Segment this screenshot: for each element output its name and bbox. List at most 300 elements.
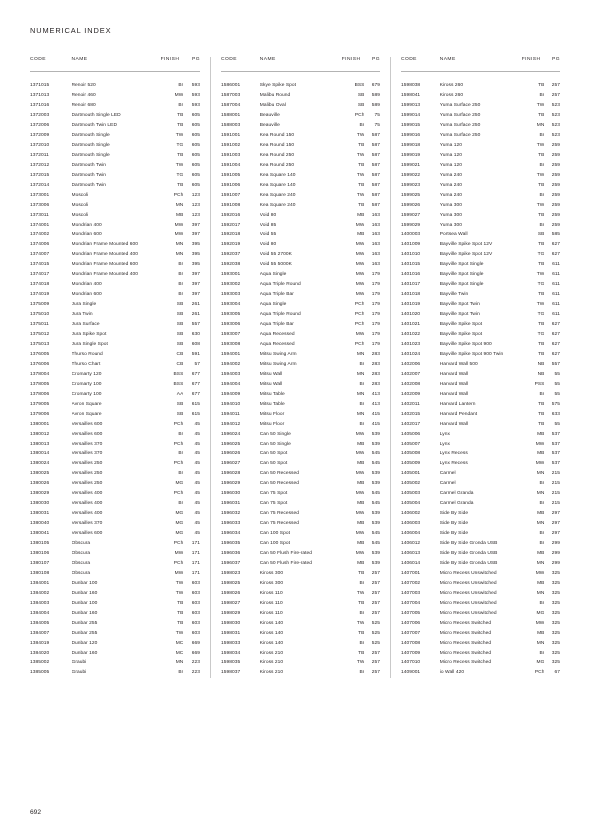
cell-pg: 257 (371, 590, 380, 596)
cell-pg: 677 (191, 371, 200, 377)
index-rows-1 (30, 81, 200, 678)
cell-code: 1401022 (400, 332, 421, 338)
cell-finish: Br (178, 501, 184, 507)
cell-code: 1593004 (220, 302, 241, 308)
cell-code: 1593007 (220, 332, 241, 338)
table-row (30, 310, 200, 320)
cell-code: 1599023 (400, 182, 421, 188)
cell-code: 1592038 (220, 262, 241, 268)
table-row (30, 101, 200, 111)
cell-pg: 611 (552, 312, 560, 318)
cell-name: Can 100 Spot (259, 531, 290, 537)
cell-pg: 397 (191, 272, 200, 278)
table-row (221, 389, 380, 399)
cell-name: Bayville Spike Spot 12V (439, 242, 493, 248)
table-row (401, 369, 560, 379)
index-table-3 (401, 57, 560, 678)
cell-code: 1402007 (400, 371, 421, 377)
table-row (30, 300, 200, 310)
table-row (401, 469, 560, 479)
cell-pg: 611 (552, 292, 560, 298)
cell-pg: 605 (191, 182, 200, 188)
cell-pg: 325 (551, 640, 560, 646)
cell-name: Kiross 210 (259, 670, 284, 676)
table-row (401, 549, 560, 559)
col-header-name: NAME (259, 57, 276, 62)
cell-code: 1594001 (220, 351, 241, 357)
cell-name: Mondrian 400 (71, 282, 102, 288)
cell-finish: MN (536, 123, 545, 128)
cell-name: Mondrian Frame Mounted 600 (71, 242, 138, 248)
cell-code: 1407007 (400, 630, 421, 636)
cell-pg: 283 (371, 381, 380, 387)
cell-name: Yuma 120 (439, 152, 462, 158)
cell-finish: TG (176, 142, 184, 148)
cell-name: Versailles 600 (71, 531, 103, 537)
table-row (401, 539, 560, 549)
cell-pg: 45 (194, 521, 200, 527)
table-row (221, 190, 380, 200)
table-row (221, 409, 380, 419)
cell-code: 1591003 (220, 152, 241, 158)
cell-pg: 605 (191, 142, 200, 148)
cell-finish: Br (178, 431, 184, 437)
table-row (221, 260, 380, 270)
cell-code: 1380025 (30, 471, 50, 477)
cell-pg: 545 (371, 451, 380, 457)
cell-code: 1374002 (30, 232, 50, 238)
table-row (401, 290, 560, 300)
page-number: 692 (30, 809, 42, 816)
cell-pg: 215 (551, 481, 560, 487)
cell-code: 1593002 (220, 282, 241, 288)
cell-name: Can 75 Recessed (259, 521, 300, 527)
cell-code: 1380041 (30, 531, 50, 537)
cell-pg: 163 (371, 252, 380, 258)
cell-code: 1596030 (220, 491, 241, 497)
cell-pg: 587 (371, 162, 380, 168)
table-row (221, 290, 380, 300)
cell-finish: TB (538, 182, 545, 188)
cell-name: Graubi (71, 660, 87, 666)
cell-pg: 259 (551, 222, 560, 228)
table-row (221, 320, 380, 330)
cell-pg: 163 (371, 232, 380, 238)
cell-pg: 325 (551, 580, 560, 586)
cell-code: 1598041 (400, 93, 421, 99)
cell-code: 1380029 (30, 491, 50, 497)
cell-finish: Br (539, 391, 545, 397)
cell-pg: 259 (551, 152, 560, 158)
cell-pg: 677 (191, 391, 200, 397)
cell-pg: 669 (191, 650, 200, 656)
cell-pg: 539 (371, 431, 380, 437)
cell-pg: 545 (371, 541, 380, 547)
table-row (221, 658, 380, 668)
cell-pg: 215 (551, 491, 560, 497)
cell-name: Mitsu Wall (259, 381, 283, 387)
cell-pg: 283 (371, 361, 380, 367)
cell-pg: 45 (194, 441, 200, 447)
cell-name: Dunbar 255 (71, 630, 98, 636)
cell-name: Mitsu Wall (259, 371, 283, 377)
cell-code: 1380024 (30, 461, 50, 467)
cell-name: Bayville Spike Spot (439, 322, 483, 328)
cell-code: 1407002 (400, 580, 421, 586)
cell-pg: 325 (551, 660, 560, 666)
cell-finish: MW (355, 451, 365, 457)
cell-pg: 325 (551, 600, 560, 606)
cell-code: 1372015 (30, 172, 50, 178)
col-header-finish: FINISH (160, 57, 180, 62)
cell-code: 1384020 (30, 650, 50, 656)
cell-pg: 123 (191, 202, 200, 208)
table-row (221, 638, 380, 648)
table-row (30, 230, 200, 240)
table-row (221, 499, 380, 509)
cell-name: Versailles 250 (71, 471, 103, 477)
cell-name: Kea Square 140 (259, 172, 296, 178)
cell-name: Malibu Round (259, 93, 291, 99)
cell-finish: Br (539, 650, 545, 656)
cell-code: 1599029 (400, 222, 421, 228)
cell-code: 1592016 (220, 212, 241, 218)
cell-finish: SB (537, 232, 545, 238)
cell-name: Mondrian Frame Mounted 600 (71, 262, 138, 268)
cell-name: Side By Side (439, 531, 469, 537)
cell-finish: MN (536, 640, 545, 646)
table-row (30, 349, 200, 359)
cell-finish: PCh (354, 302, 365, 308)
cell-finish: MW (355, 471, 365, 477)
cell-name: Avron Square (71, 401, 102, 407)
cell-code: 1401020 (400, 312, 421, 318)
cell-code: 1598034 (220, 650, 241, 656)
table-row (221, 349, 380, 359)
table-row (401, 91, 560, 101)
cell-pg: 587 (371, 182, 380, 188)
cell-name: Dartmouth Single LED (71, 113, 121, 119)
table-row (30, 598, 200, 608)
cell-pg: 545 (371, 461, 380, 467)
cell-code: 1405007 (400, 441, 421, 447)
cell-code: 1598037 (220, 670, 241, 676)
cell-finish: TW (356, 660, 365, 666)
cell-name: Kiross 110 (259, 610, 283, 616)
cell-finish: MC (175, 640, 184, 646)
cell-name: Dartmouth Single (71, 132, 110, 138)
table-row (30, 280, 200, 290)
cell-name: Obscura (71, 541, 91, 547)
cell-name: Versailles 400 (71, 491, 103, 497)
cell-code: 1401021 (400, 322, 421, 328)
cell-name: Aqua Recessed (259, 332, 295, 338)
cell-code: 1407004 (400, 600, 421, 606)
col-header-pg: PG (372, 57, 380, 62)
cell-code: 1599027 (400, 212, 421, 218)
cell-name: Kiross 260 (439, 93, 464, 99)
cell-name: Carmel Granda (439, 491, 474, 497)
cell-finish: Br (178, 292, 184, 298)
cell-pg: 605 (191, 162, 200, 168)
cell-code: 1401018 (400, 292, 421, 298)
index-column-3 (390, 57, 570, 678)
cell-name: Kiross 110 (259, 600, 283, 606)
table-row (221, 628, 380, 638)
table-row (401, 170, 560, 180)
cell-pg: 325 (551, 650, 560, 656)
cell-pg: 537 (551, 441, 560, 447)
table-row (30, 81, 200, 91)
cell-name: Dunbar 100 (71, 600, 98, 606)
cell-finish: TB (538, 83, 545, 89)
cell-code: 1384007 (30, 630, 50, 636)
cell-pg: 593 (191, 93, 200, 99)
cell-finish: TG (537, 282, 545, 288)
cell-code: 1401010 (400, 252, 421, 258)
cell-code: 1586001 (220, 83, 241, 89)
cell-pg: 545 (371, 501, 380, 507)
table-row (401, 509, 560, 519)
header-spacer (401, 71, 560, 80)
cell-code: 1594004 (220, 381, 241, 387)
cell-code: 1588003 (220, 123, 241, 128)
cell-finish: PCh (173, 541, 184, 547)
cell-code: 1593005 (220, 312, 241, 318)
cell-code: 1591002 (220, 142, 241, 148)
cell-pg: 587 (371, 202, 380, 208)
table-row (30, 320, 200, 330)
table-row (221, 489, 380, 499)
index-table-1 (30, 57, 200, 678)
cell-code: 1598035 (220, 660, 241, 666)
table-row (30, 559, 200, 569)
table-row (401, 349, 560, 359)
cell-code: 1374018 (30, 282, 50, 288)
col-header-code: CODE (400, 57, 417, 62)
cell-code: 1596036 (220, 550, 241, 556)
cell-name: Obscura (71, 560, 91, 566)
cell-code: 1594009 (220, 391, 241, 397)
cell-name: Side By Side (439, 511, 469, 517)
cell-code: 1401024 (400, 351, 421, 357)
cell-pg: 171 (191, 570, 200, 576)
cell-name: Harvard Wall (439, 381, 469, 387)
cell-code: 1598033 (220, 640, 241, 646)
cell-name: Aqua Single (259, 302, 287, 308)
cell-pg: 413 (371, 391, 380, 397)
cell-name: Versailles 400 (71, 511, 103, 517)
cell-pg: 593 (191, 83, 200, 89)
cell-code: 1405002 (400, 481, 421, 487)
cell-name: Dartmouth Single (71, 152, 110, 158)
cell-pg: 171 (191, 560, 200, 566)
table-row (401, 399, 560, 409)
cell-name: Kiross 260 (439, 83, 464, 89)
col-header-pg: PG (551, 57, 560, 62)
cell-code: 1371013 (30, 93, 50, 99)
table-row (401, 559, 560, 569)
cell-pg: 259 (551, 212, 560, 218)
cell-code: 1407010 (400, 660, 421, 666)
table-row (221, 300, 380, 310)
cell-pg: 45 (194, 471, 200, 477)
cell-pg: 415 (371, 421, 380, 427)
table-row (221, 568, 380, 578)
cell-finish: MB (537, 511, 545, 517)
cell-pg: 45 (194, 451, 200, 457)
cell-pg: 45 (194, 511, 200, 517)
cell-pg: 585 (551, 232, 560, 238)
cell-pg: 397 (191, 292, 200, 298)
cell-name: Yuma 300 (439, 212, 462, 218)
cell-name: Renoir 460 (71, 93, 96, 99)
index-column-2 (210, 57, 390, 678)
cell-pg: 261 (191, 312, 200, 318)
table-row (30, 638, 200, 648)
cell-code: 1596026 (220, 451, 241, 457)
table-row (30, 170, 200, 180)
table-row (30, 160, 200, 170)
cell-code: 1599019 (400, 152, 421, 158)
cell-name: Micro Recess Switched (439, 640, 492, 646)
cell-code: 1372006 (30, 123, 50, 128)
cell-code: 1406002 (400, 511, 421, 517)
cell-name: Yuma Surface 250 (439, 123, 481, 128)
cell-finish: SB (357, 93, 365, 99)
cell-code: 1591004 (220, 162, 241, 168)
cell-finish: MN (175, 202, 184, 208)
cell-name: Thurso Round (71, 351, 103, 357)
cell-name: Versailles 400 (71, 501, 103, 507)
cell-finish: TB (538, 341, 545, 347)
table-row (401, 180, 560, 190)
cell-finish: Br (539, 132, 545, 138)
cell-pg: 45 (194, 481, 200, 487)
cell-name: Lynx Recess (439, 461, 468, 467)
table-row (30, 190, 200, 200)
cell-pg: 179 (371, 302, 380, 308)
cell-name: Mitsu Table (259, 391, 285, 397)
cell-finish: TW (356, 192, 365, 198)
cell-pg: 257 (371, 660, 380, 666)
cell-code: 1376005 (30, 351, 50, 357)
table-row (30, 200, 200, 210)
cell-pg: 163 (371, 212, 380, 218)
table-row (221, 509, 380, 519)
cell-pg: 415 (371, 411, 380, 417)
table-row (221, 250, 380, 260)
cell-code: 1598030 (220, 620, 241, 626)
cell-finish: MW (355, 272, 365, 278)
table-row (221, 379, 380, 389)
table-row (30, 369, 200, 379)
cell-code: 1372014 (30, 182, 50, 188)
cell-finish: TB (358, 570, 365, 576)
cell-finish: Br (539, 162, 545, 168)
cell-code: 1598027 (220, 600, 241, 606)
cell-finish: MB (357, 232, 365, 238)
cell-name: Harvard Wall (439, 421, 469, 427)
cell-pg: 591 (191, 351, 200, 357)
cell-name: Mondrian 600 (71, 232, 102, 238)
cell-pg: 627 (551, 242, 560, 248)
cell-finish: TB (358, 600, 365, 606)
cell-name: Dartmouth Twin (71, 162, 107, 168)
cell-name: Dunbar 160 (71, 650, 98, 656)
cell-pg: 257 (371, 670, 380, 676)
table-row (401, 479, 560, 489)
cell-finish: PCh (173, 491, 184, 497)
cell-name: Side By Side (439, 521, 469, 527)
cell-pg: 605 (191, 113, 200, 119)
table-row (401, 121, 560, 131)
cell-finish: MG (536, 610, 545, 616)
cell-finish: TB (538, 421, 545, 427)
index-columns (30, 57, 570, 678)
cell-finish: Br (359, 580, 365, 586)
cell-finish: MG (175, 531, 184, 537)
cell-name: Bayville Spot Single (439, 272, 484, 278)
cell-finish: SB (176, 312, 184, 318)
cell-pg: 325 (551, 610, 560, 616)
cell-code: 1375011 (30, 322, 49, 328)
table-row (221, 310, 380, 320)
header-spacer (30, 71, 200, 80)
table-row (30, 250, 200, 260)
cell-code: 1599013 (400, 103, 421, 109)
cell-code: 1587004 (220, 103, 241, 109)
cell-name: Lynx Recess (439, 451, 468, 457)
cell-finish: TW (175, 132, 184, 138)
col-header-finish: FINISH (341, 57, 361, 62)
cell-finish: MW (355, 282, 365, 288)
cell-name: Mondrian Frame Mounted 400 (71, 272, 138, 278)
table-row (401, 220, 560, 230)
cell-name: Can 50 Spot (259, 451, 288, 457)
cell-pg: 589 (371, 93, 380, 99)
cell-finish: TW (356, 620, 365, 626)
cell-finish: TW (536, 142, 545, 148)
cell-code: 1592018 (220, 232, 241, 238)
cell-pg: 45 (194, 461, 200, 467)
cell-pg: 397 (191, 282, 200, 288)
cell-pg: 669 (191, 640, 200, 646)
cell-code: 1379005 (30, 401, 50, 407)
cell-name: Void 80 (259, 242, 277, 248)
cell-pg: 627 (551, 332, 560, 338)
cell-finish: Br (178, 272, 184, 278)
cell-name: Jura Surface (71, 322, 100, 328)
cell-code: 1385005 (30, 670, 50, 676)
cell-finish: CB (176, 361, 184, 367)
table-row (30, 668, 200, 678)
table-row (401, 429, 560, 439)
cell-finish: MW (355, 491, 365, 497)
cell-finish: PSS (534, 381, 545, 387)
cell-code: 1594012 (220, 421, 241, 427)
cell-name: Beauville (259, 113, 280, 119)
cell-finish: TW (356, 152, 365, 158)
cell-finish: PCh (173, 441, 184, 447)
cell-name: Aqua Triple Bar (259, 292, 294, 298)
cell-finish: MN (536, 590, 545, 596)
cell-code: 1380014 (30, 451, 50, 457)
cell-pg: 539 (371, 550, 380, 556)
cell-code: 1406003 (400, 521, 421, 527)
table-row (221, 200, 380, 210)
cell-name: Jura Single Spot (71, 341, 108, 347)
